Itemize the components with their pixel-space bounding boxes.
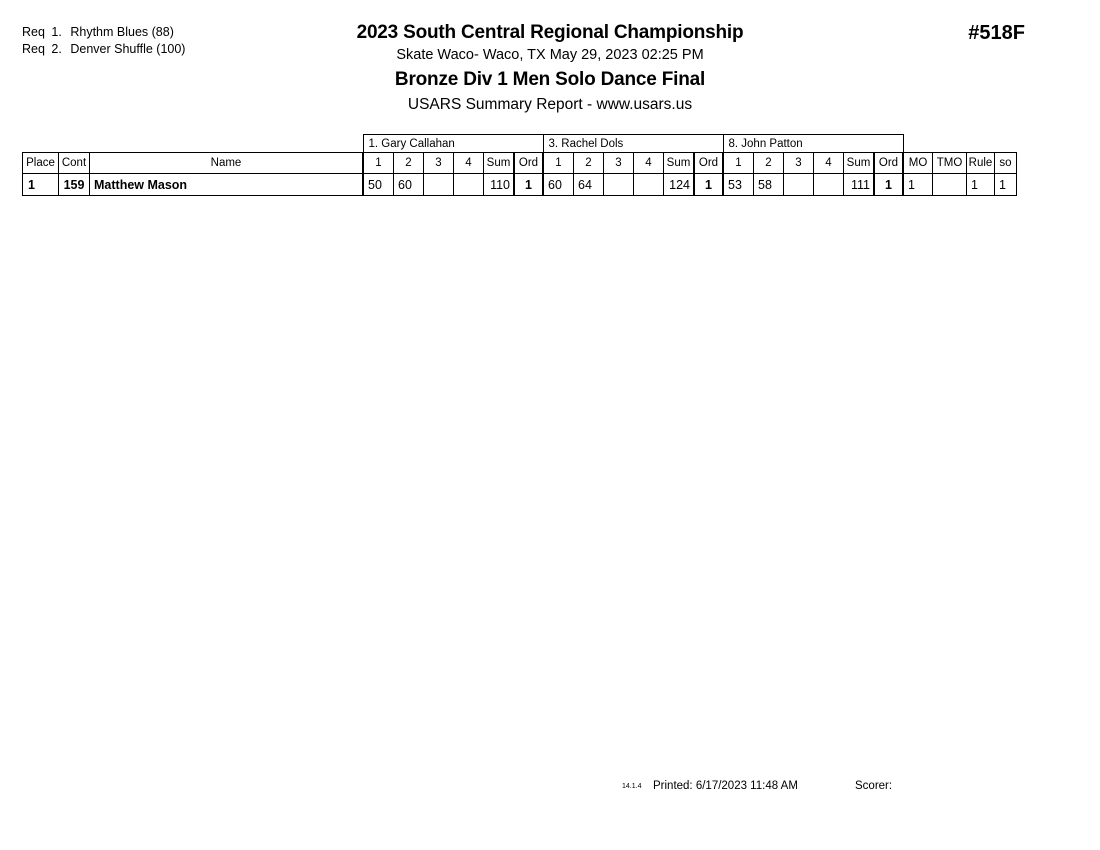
requirement-label: Req: [22, 42, 45, 56]
cell-place: 1: [23, 174, 59, 196]
cell-j2-s3: [604, 174, 634, 196]
column-header-j2-s3: 3: [604, 153, 634, 174]
column-header-place: Place: [23, 153, 59, 174]
judge-name-1: 1. Gary Callahan: [363, 135, 543, 153]
competition-title: 2023 South Central Regional Championship: [356, 22, 744, 43]
cell-j3-s3: [784, 174, 814, 196]
results-table: [22, 134, 1017, 196]
results-table-wrapper: [22, 134, 1017, 196]
table-row: [23, 174, 1017, 196]
requirement-text: Rhythm Blues (88): [70, 25, 174, 39]
judge-name-3: 8. John Patton: [723, 135, 903, 153]
column-header-j1-ord: Ord: [514, 153, 543, 174]
cell-mo: 1: [903, 174, 933, 196]
document-header: [0, 22, 1100, 114]
column-header-mo: MO: [903, 153, 933, 174]
spacer-cell: [903, 135, 933, 153]
column-header-j2-s4: 4: [634, 153, 664, 174]
requirement-number: 1.: [51, 25, 62, 39]
spacer-cell: [90, 135, 364, 153]
cell-j2-s4: [634, 174, 664, 196]
judge-name-2: 3. Rachel Dols: [543, 135, 723, 153]
cell-j3-s4: [814, 174, 844, 196]
column-header-so: so: [995, 153, 1017, 174]
column-header-rule: Rule: [967, 153, 995, 174]
cell-j2-ord: 1: [694, 174, 723, 196]
column-header-j2-s1: 1: [543, 153, 574, 174]
venue-and-datetime: Skate Waco- Waco, TX May 29, 2023 02:25 PM: [396, 47, 704, 63]
column-header-j3-sum: Sum: [844, 153, 875, 174]
column-header-row: [23, 153, 1017, 174]
cell-rule: 1: [967, 174, 995, 196]
cell-j3-s1: 53: [723, 174, 754, 196]
requirement-label: Req: [22, 25, 45, 39]
cell-so: 1: [995, 174, 1017, 196]
judge-header-row: [23, 135, 1017, 153]
report-subtitle: USARS Summary Report - www.usars.us: [407, 96, 693, 113]
requirement-number: 2.: [51, 42, 62, 56]
cell-skater-name: Matthew Mason: [90, 174, 364, 196]
spacer-cell: [59, 135, 90, 153]
column-header-j1-s4: 4: [454, 153, 484, 174]
cell-cont: 159: [59, 174, 90, 196]
column-header-j2-ord: Ord: [694, 153, 723, 174]
column-header-j1-s2: 2: [394, 153, 424, 174]
cell-j1-s4: [454, 174, 484, 196]
column-header-j3-s3: 3: [784, 153, 814, 174]
cell-j1-s2: 60: [394, 174, 424, 196]
column-header-j2-s2: 2: [574, 153, 604, 174]
column-header-name: Name: [90, 153, 364, 174]
requirement-text: Denver Shuffle (100): [70, 42, 186, 56]
cell-j2-s2: 64: [574, 174, 604, 196]
printed-timestamp: Printed: 6/17/2023 11:48 AM: [653, 780, 798, 792]
cell-j1-s3: [424, 174, 454, 196]
column-header-j1-s1: 1: [363, 153, 394, 174]
column-header-j3-s2: 2: [754, 153, 784, 174]
event-title: Bronze Div 1 Men Solo Dance Final: [394, 69, 706, 90]
column-header-j3-s4: 4: [814, 153, 844, 174]
column-header-j2-sum: Sum: [664, 153, 695, 174]
scorer-label: Scorer:: [855, 780, 893, 792]
spacer-cell: [995, 135, 1017, 153]
cell-j1-ord: 1: [514, 174, 543, 196]
spacer-cell: [933, 135, 967, 153]
cell-j3-ord: 1: [874, 174, 903, 196]
spacer-cell: [967, 135, 995, 153]
cell-j3-sum: 111: [844, 174, 875, 196]
software-version: 14.1.4: [622, 783, 642, 790]
cell-j3-s2: 58: [754, 174, 784, 196]
column-header-tmo: TMO: [933, 153, 967, 174]
cell-tmo: [933, 174, 967, 196]
cell-j2-s1: 60: [543, 174, 574, 196]
cell-j1-s1: 50: [363, 174, 394, 196]
column-header-cont: Cont: [59, 153, 90, 174]
spacer-cell: [23, 135, 59, 153]
column-header-j1-s3: 3: [424, 153, 454, 174]
cell-j1-sum: 110: [484, 174, 515, 196]
event-code: #518F: [968, 22, 1025, 44]
column-header-j3-s1: 1: [723, 153, 754, 174]
column-header-j1-sum: Sum: [484, 153, 515, 174]
column-header-j3-ord: Ord: [874, 153, 903, 174]
cell-j2-sum: 124: [664, 174, 695, 196]
